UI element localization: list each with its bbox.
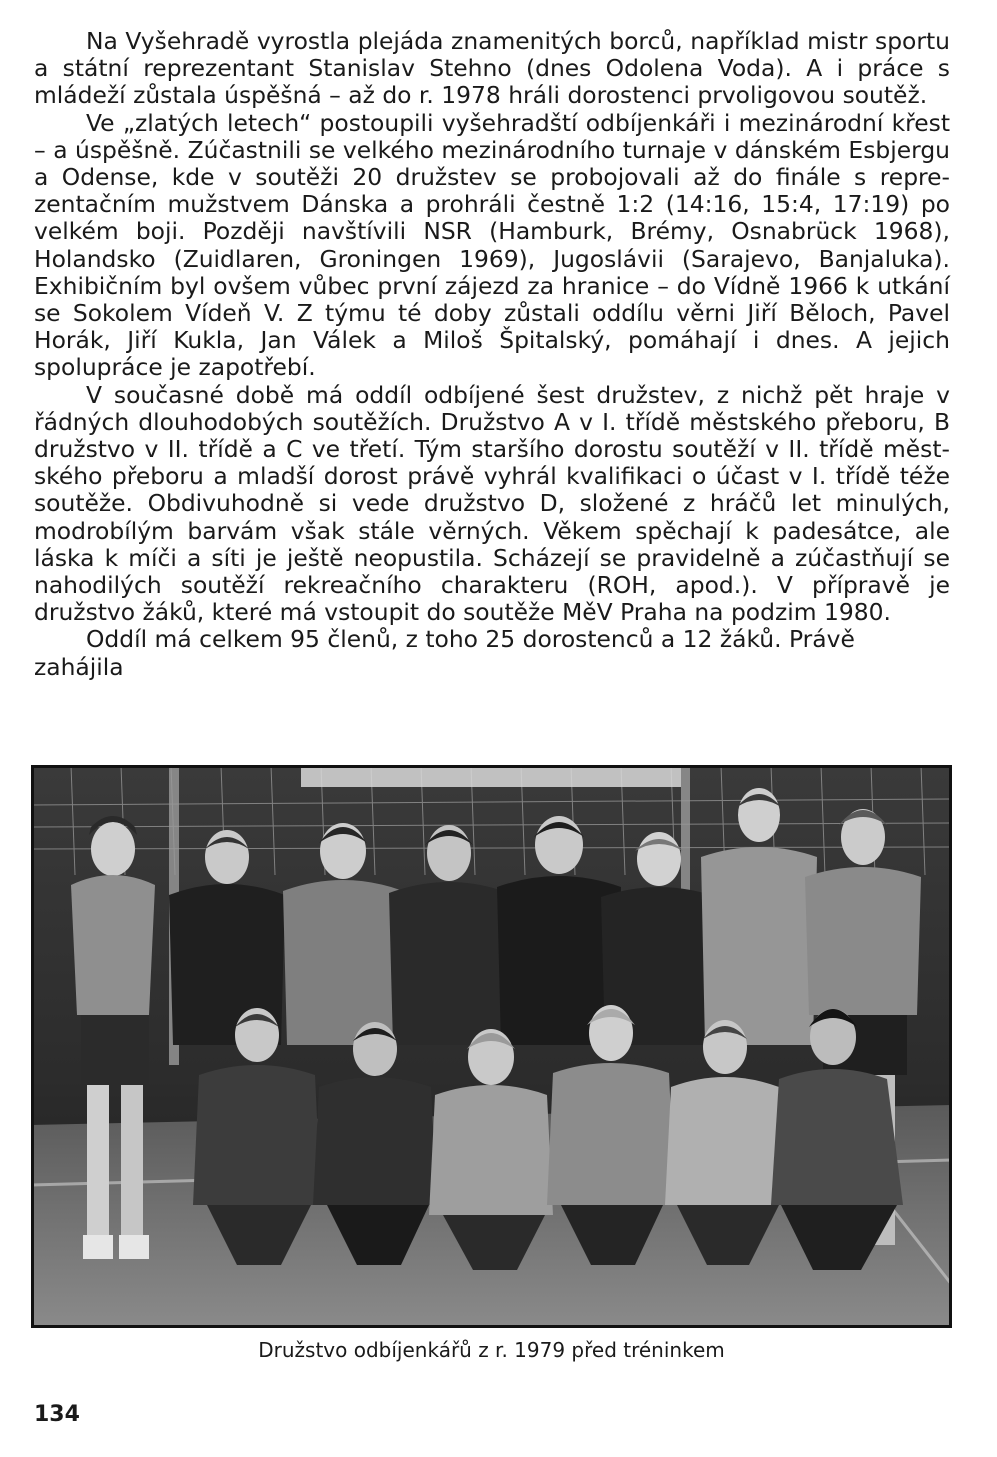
team-photo-image	[31, 765, 952, 1328]
photo-caption: Družstvo odbíjenkářů z r. 1979 před tréninkem	[258, 1338, 725, 1362]
paragraph-1: Na Vyšehradě vyrostla plejáda znamenitých borců, například mistr sportu a státní reprezentant Stanislav Stehno (dnes Odolena Voda). A i práce s mládeží zůstala úspěšná – až do r. 1978 hráli dorostenci prvoligovou soutěž.	[34, 27, 950, 110]
body-text	[34, 28, 950, 681]
paragraph-2: Ve „zlatých letech“ postoupili vyšehradští odbíjenkáři i mezinárodní křest – a úspěšně. Zúčastnili se velkého mezinárodního turnaje v dánském Esbjergu a Odense, kde v soutěži 20 družstev se probojovali až do finále s reprezentačním mužstvem Dánska a prohráli čestně 1:2 (14:16, 15:4, 17:19) po velkém boji. Později navštívili NSR (Hamburk, Brémy, Osnabrück 1968), Holandsko (Zuidlaren, Groningen 1969), Jugoslávii (Sarajevo, Banjaluka). Exhibičním byl ovšem vůbec první zájezd za hranice – do Vídně 1966 k utkání se Sokolem Vídeň V. Z týmu té doby zůstali oddílu věrni Jiří Běloch, Pavel Horák, Jiří Kukla, Jan Válek a Miloš Špitalský, pomáhají i dnes. A jejich spolupráce je zapotřebí.	[34, 108, 950, 382]
net-band	[301, 765, 681, 787]
paragraph-4: Oddíl má celkem 95 členů, z toho 25 dorostenců a 12 žáků. Právě zahájila	[34, 625, 855, 681]
team-photo	[31, 765, 952, 1328]
page-number: 134	[34, 1402, 80, 1427]
paragraph-3: V současné době má oddíl odbíjené šest družstev, z nichž pět hraje v řádných dlouhodobých soutěžích. Družstvo A v I. třídě městského přeboru, B družstvo v II. třídě a C ve třetí. Tým staršího dorostu soutěží v II. třídě městského přeboru a mladší dorost právě vyhrál kvalifikaci o účast v I. třídě téže soutěže. Obdivuhodně si vede družstvo D, složené z hráčů let minulých, modrobílým barvám však stále věrných. Věkem spěchají k padesátce, ale láska k míči a síti je ještě neopustila. Scházejí se pravidelně a zúčastňují se nahodilých soutěží rekreačního charakteru (ROH, apod.). V přípravě je družstvo žáků, které má vstoupit do soutěže MěV Praha na podzim 1980.	[34, 380, 950, 627]
